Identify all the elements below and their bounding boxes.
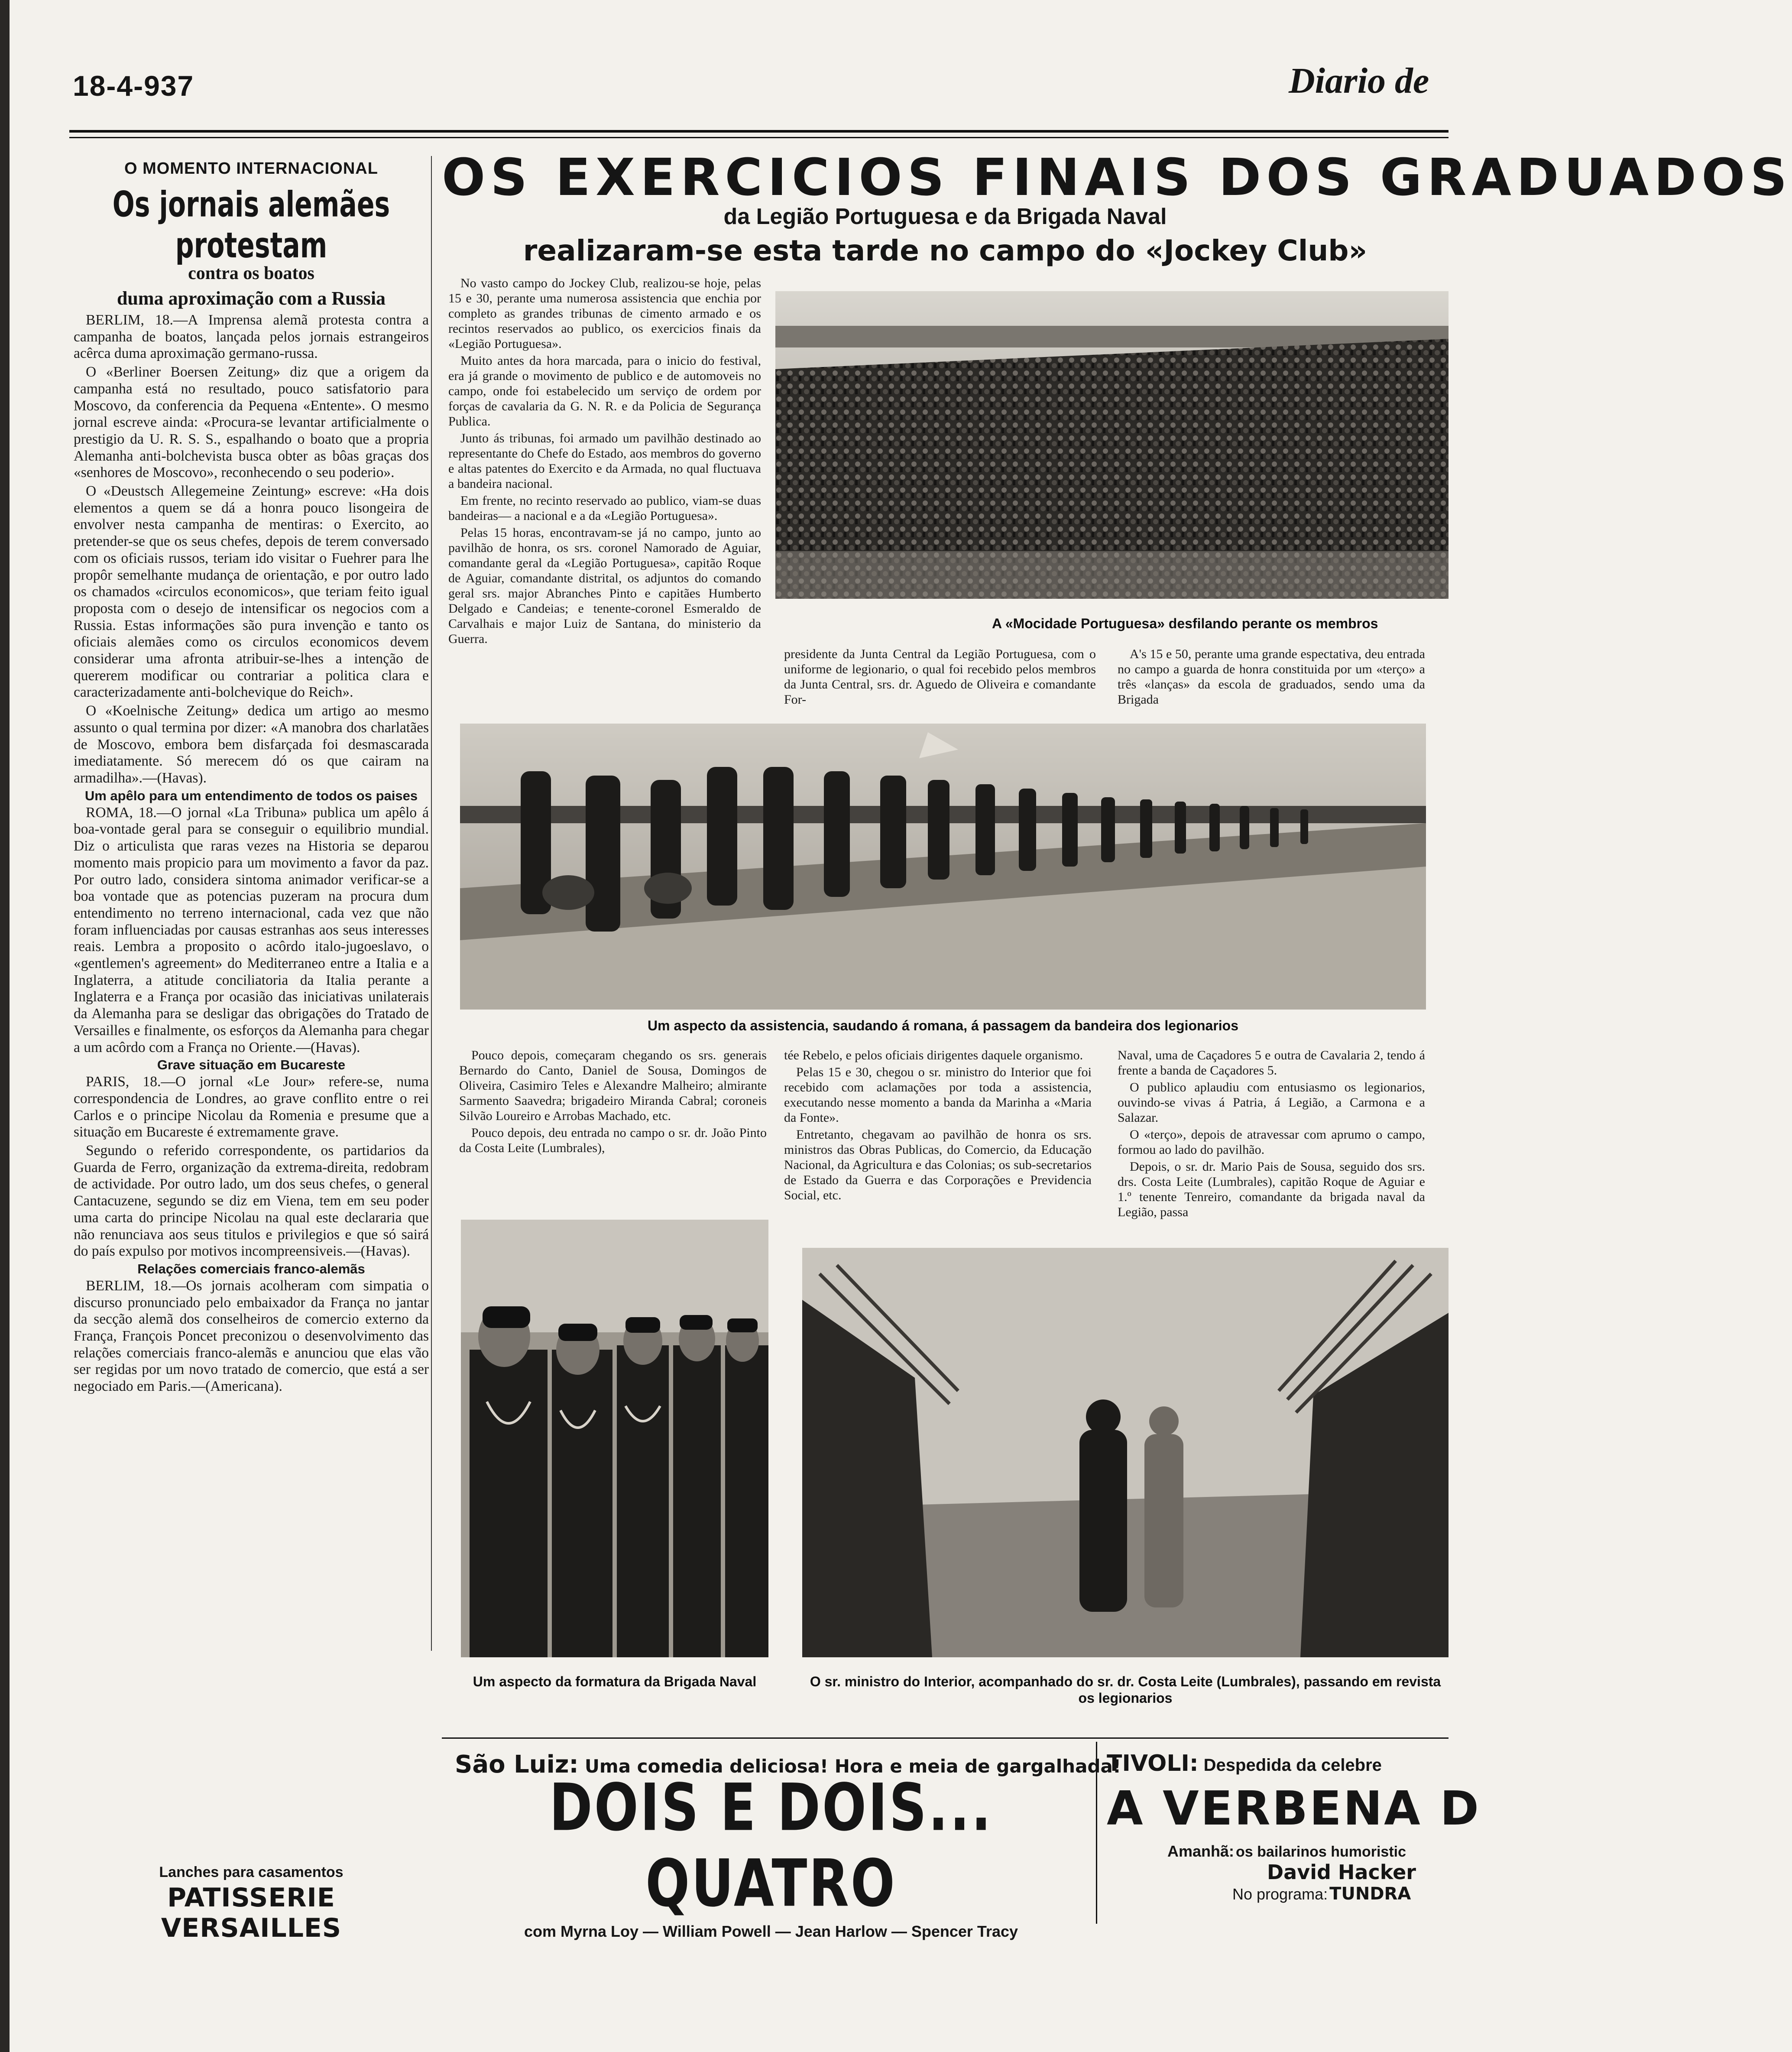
brigada-photo-image <box>461 1220 768 1657</box>
photo-mocidade-crowd <box>775 291 1449 599</box>
masthead: Diario de <box>1289 61 1429 101</box>
sao-luiz-tagline: Uma comedia deliciosa! Hora e meia de gargalhada! <box>584 1756 1121 1777</box>
lower-text-col2 <box>784 1048 1092 1230</box>
page-edge-shadow <box>0 0 10 2052</box>
sao-luiz-cast: com Myrna Loy — William Powell — Jean Harlow — Spencer Tracy <box>524 1922 1018 1940</box>
paragraph: O «Koelnische Zeitung» dedica um artigo ao mesmo assunto o qual termina por dizer: «A manobra dos charlatães de Moscovo, embora bem disfarçada foi desmascarada imediatamente. Só merecem dó os que cairam na armadilha».—(Havas). <box>74 703 429 786</box>
ad-tivoli <box>1107 1750 1481 1932</box>
lower-text-col3 <box>1118 1048 1425 1230</box>
paragraph: O publico aplaudiu com entusiasmo os legionarios, ouvindo-se vivas á Patria, á Legião, a Carmona e a Salazar. <box>1118 1080 1425 1125</box>
subheading: Um apêlo para um entendimento de todos os paises <box>84 788 418 803</box>
paragraph: Segundo o referido correspondente, os partidarios da Guarda de Ferro, organização da extrema-direita, redobram de actividade. Por outro lado, um dos seus chefes, o general Cantacuzene, segundo se diz em Viena, tem em seu poder uma carta do principe Nicolau na qual este declararia que não renunciava aos seus titulos e privilegios e que só sairá do país expulso por motivos incompreensiveis.—(Havas). <box>74 1143 429 1260</box>
paragraph: O «terço», depois de atravessar com aprumo o campo, formou ao lado do pavilhão. <box>1118 1127 1425 1157</box>
paragraph: BERLIM, 18.—A Imprensa alemã protesta contra a campanha de boatos, lançada pelos jornais estrangeiros acêrca duma aproximação germano-russa. <box>74 312 429 362</box>
header-rule-bottom <box>69 137 1449 138</box>
sao-luiz-title: DOIS E DOIS... QUATRO <box>549 1770 993 1922</box>
paragraph: BERLIM, 18.—Os jornais acolheram com simpatia o discurso pronunciado pelo embaixador da França no jantar da secção alemã dos conselheiros de comercio externo da França, François Poncet preconizou o desenvolvimento das relações comerciais franco-alemãs e anunciou que elas vão ser regidas por um novo tratado de comercio, que está a ser negociado em Paris.—(Americana). <box>74 1277 429 1395</box>
left-deck-1: contra os boatos <box>188 263 314 283</box>
left-deck-2: duma aproximação com a Russia <box>117 288 386 309</box>
subheading: Relações comerciais franco-alemãs <box>137 1261 365 1276</box>
column-divider <box>431 156 432 1651</box>
parade-photo-image <box>460 724 1426 1010</box>
main-intro-text <box>448 276 761 713</box>
paragraph: Pouco depois, deu entrada no campo o sr. dr. João Pinto da Costa Leite (Lumbrales), <box>459 1126 767 1155</box>
photo-march-parade <box>460 724 1426 1010</box>
paragraph: Pelas 15 e 30, chegou o sr. ministro do Interior que foi recebido com aclamações por toda a assistencia, executando nesse momento a banda da Marinha a «Maria da Fonte». <box>784 1065 1092 1125</box>
photo2-caption: Um aspecto da assistencia, saudando á romana, á passagem da bandeira dos legionarios <box>647 1018 1239 1033</box>
left-column <box>74 156 429 1967</box>
main-subhead-2: realizaram-se esta tarde no campo do «Jockey Club» <box>523 234 1367 267</box>
paragraph: Muito antes da hora marcada, para o inicio do festival, era já grande o movimento de publico e de automoveis no campo, onde foi estabelecido um serviço de ordem por forças de cavalaria da G. N. R. e da Policia de Segurança Publica. <box>448 354 761 429</box>
paragraph: No vasto campo do Jockey Club, realizou-se hoje, pelas 15 e 30, perante uma numerosa assistencia que enchia por completo as grandes tribunas de cimento armado e os recintos reservados ao publico, os exercicios finais da «Legião Portuguesa». <box>448 276 761 351</box>
left-headline: Os jornais alemães protestam <box>112 184 390 266</box>
ad-small-line: Lanches para casamentos <box>159 1864 343 1880</box>
left-article-body <box>74 312 429 1395</box>
paragraph: Junto ás tribunas, foi armado um pavilhão destinado ao representante do Chefe do Estado, aos membros do governo e altas patentes do Exercito e da Armada, no qual fluctuava a bandeira nacional. <box>448 431 761 491</box>
main-subhead: da Legião Portuguesa e da Brigada Naval <box>723 204 1167 229</box>
paragraph: A's 15 e 50, perante uma grande espectativa, deu entrada no campo a guarda de honra constituida por um «terço» a três «lanças» da escola de graduados, sendo uma da Brigada <box>1118 647 1425 707</box>
paragraph: ROMA, 18.—O jornal «La Tribuna» publica um apêlo á boa-vontade geral para se conseguir o equilibrio mundial. Diz o articulista que raras vezes na Historia se deparou momento mais propicio para um movimento a favor da paz. Por outro lado, considera sintoma animador verificar-se a boa vontade que as potencias puzeram na procura dum entendimento no terreno internacional, cada vez que não foram influenciadas por causas estranhas aos seus interesses reais. Lembra a proposito o acôrdo italo-jugoeslavo, o «gentlemen's agreement» do Mediterraneo entre a Italia e a Inglaterra, a atitude conciliatoria da Italia perante a Inglaterra e a França por ocasião das iniciativas unilaterais da Alemanha para se desligar das obrigações do Tratado de Versailles e finalmente, os esforços da Alemanha para chegar a um acôrdo com a França no Oriente.—(Havas). <box>74 804 429 1055</box>
paragraph: Depois, o sr. dr. Mario Pais de Sousa, seguido dos srs. drs. Costa Leite (Lumbrales), capitão Roque de Aguiar e 1.º tenente Tenreiro, comandante da brigada naval da Legião, passa <box>1118 1159 1425 1219</box>
mid-text-col2 <box>1118 646 1425 707</box>
paragraph: O «Deustsch Allegemeine Zeintung» escreve: «Ha dois elementos a quem se dá a honra pouco lisongeira de envolver nesta campanha de mentiras: o Exercito, ao pretender-se que os seus chefes, depois de terem conversado com os oficiais russos, teriam ido visitar o Fuehrer para lhe propôr semelhante mudança de orientação, e por outro lado os chamados «circulos economicos», que teriam feito igual proposta com o desejo de intensificar os negocios com a Russia. Estas informações são pura invenção e tanto os oficiais alemães como os circulos economicos devem considerar uma afronta atribuir-se-lhes a intenção de quererem modificar ou contrariar a politica clara e caracterizadamente anti-bolchevique do Reich». <box>74 483 429 701</box>
paragraph: Em frente, no recinto reservado ao publico, viam-se duas bandeiras— a nacional e a da «Legião Portuguesa». <box>448 494 761 523</box>
photo1-caption: A «Mocidade Portuguesa» desfilando perante os membros <box>992 616 1378 631</box>
issue-date: 18-4-937 <box>73 70 194 102</box>
mid-text-col1 <box>784 646 1096 707</box>
main-headline: OS EXERCICIOS FINAIS DOS GRADUADOS <box>442 147 1792 207</box>
header-rule-top <box>69 130 1449 133</box>
photo-brigada-naval <box>461 1220 768 1657</box>
photo3-caption: Um aspecto da formatura da Brigada Naval <box>473 1674 757 1689</box>
paragraph: presidente da Junta Central da Legião Portuguesa, com o uniforme de legionario, o qual foi recebido pelos membros da Junta Central, srs. dr. Aguedo de Oliveira e comandante For- <box>784 647 1096 707</box>
paragraph: tée Rebelo, e pelos oficiais dirigentes daquele organismo. <box>784 1048 1083 1062</box>
tivoli-line3: TUNDRA <box>1329 1884 1411 1904</box>
tivoli-line1-label: Amanhã: <box>1167 1842 1235 1860</box>
section-label: O MOMENTO INTERNACIONAL <box>124 159 378 178</box>
paragraph: Pelas 15 horas, encontravam-se já no campo, junto ao pavilhão de honra, os srs. coronel Namorado de Aguiar, comandante geral da «Legião Portuguesa», capitão Roque de Aguiar, comandante distrital, os adjuntos do comando geral srs. major Abranches Pinto e capitães Humberto Delgado e Candeias; e tenente-coronel Esmeraldo de Carvalhais e major Luiz de Santana, do ministerio da Guerra. <box>448 526 761 646</box>
tivoli-line1: os bailarinos humoristic <box>1236 1844 1406 1860</box>
photo-ministro-revista <box>802 1248 1449 1657</box>
paragraph: Naval, uma de Caçadores 5 e outra de Cavalaria 2, tendo á frente a banda de Caçadores 5. <box>1118 1048 1425 1078</box>
paragraph: O «Berliner Boersen Zeitung» diz que a origem da campanha está no resultado, pouco satisfatorio para Moscovo, da conferencia da Pequena «Entente». O mesmo jornal escreve ainda: «Procura-se levantar artificialmente o prestigio da U. R. S. S., espalhando o boato que a propria Alemanha anti-bolchevista busca obter as bôas graças dos «senhores de Moscovo», reconhecendo o seu poderio». <box>74 364 429 481</box>
tivoli-tagline: Despedida da celebre <box>1203 1756 1382 1775</box>
ad-sao-luiz <box>455 1750 1121 1940</box>
subheading: Grave situação em Bucareste <box>157 1057 346 1073</box>
ad-patisserie: PATISSERIE VERSAILLES <box>161 1883 342 1943</box>
tivoli-label: TIVOLI: <box>1107 1750 1199 1776</box>
sao-luiz-label: São Luiz: <box>455 1750 579 1779</box>
paragraph: Entretanto, chegavam ao pavilhão de honra os srs. ministros das Obras Publicas, do Comercio, da Educação Nacional, da Agricultura e das Colonias; os sub-secretarios de Estado da Guerra e das Corporações e Previdencia Social, etc. <box>784 1127 1092 1202</box>
ads-top-rule <box>442 1737 1449 1739</box>
tivoli-title: A VERBENA D <box>1107 1782 1481 1836</box>
tivoli-line2: David Hacker <box>1267 1860 1416 1884</box>
paragraph: PARIS, 18.—O jornal «Le Jour» refere-se, numa correspondencia de Londres, ao grave conflito entre o rei Carlos e o principe Nicolau da Romenia e presume que a situação em Bucareste é extremamente grave. <box>74 1074 429 1140</box>
crowd-photo-image <box>775 291 1449 599</box>
paragraph: Pouco depois, começaram chegando os srs. generais Bernardo do Canto, Daniel de Sousa, Domingos de Oliveira, Casimiro Teles e Alexandre Malheiro; almirante Sarmento Saavedra; brigadeiro Miranda Cabral; coroneis Silvão Loureiro e Arrobas Machado, etc. <box>459 1048 767 1123</box>
lower-text-col1 <box>459 1048 767 1230</box>
revista-photo-image <box>802 1248 1449 1657</box>
tivoli-line3-label: No programa: <box>1232 1885 1328 1903</box>
photo4-caption: O sr. ministro do Interior, acompanhado do sr. dr. Costa Leite (Lumbrales), passando em revista os legionarios <box>810 1674 1441 1706</box>
